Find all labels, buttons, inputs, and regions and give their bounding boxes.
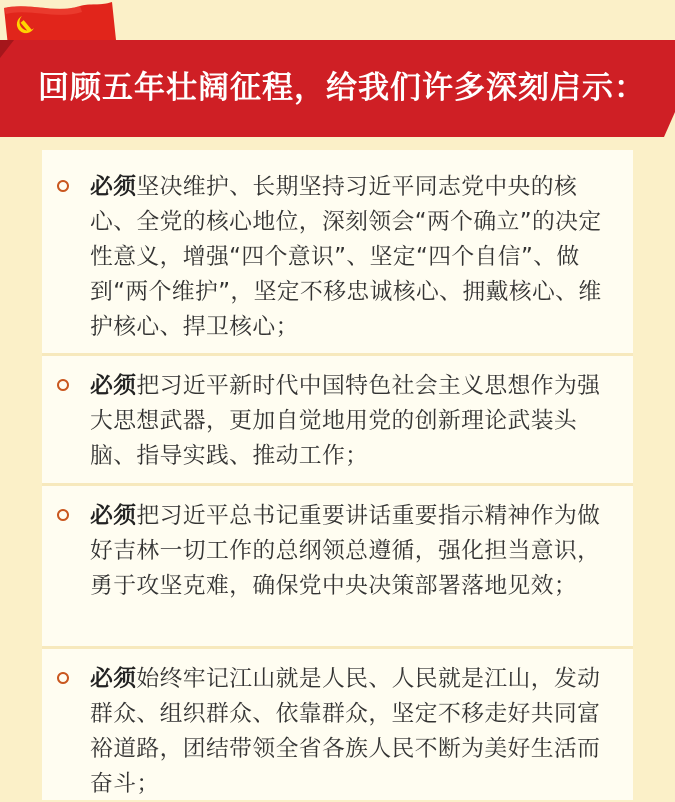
item-divider <box>42 353 633 356</box>
item-text: 把习近平总书记重要讲话重要指示精神作为做好吉林一切工作的总纲领总遵循，强化担当意识，勇于攻坚克难，确保党中央决策部署落地见效； <box>90 503 601 599</box>
banner-title: 回顾五年壮阔征程，给我们许多深刻启示： <box>38 70 646 106</box>
item-text: 把习近平新时代中国特色社会主义思想作为强大思想武器，更加自觉地用党的创新理论武装头脑、指导实践、推动工作； <box>90 373 601 469</box>
list-item <box>90 499 620 604</box>
list-item <box>90 369 620 474</box>
list-item <box>90 170 620 345</box>
item-divider <box>42 483 633 486</box>
bullet-circle-icon <box>57 509 69 521</box>
item-text: 坚决维护、长期坚持习近平同志党中央的核心、全党的核心地位，深刻领会“两个确立”的决定性意义，增强“四个意识”、坚定“四个自信”、做到“两个维护”，坚定不移忠诚核心、拥戴核心、维护核心、捍卫核心； <box>90 174 602 340</box>
item-lead: 必须 <box>90 666 137 692</box>
item-divider <box>42 646 633 649</box>
item-lead: 必须 <box>90 503 137 529</box>
item-text: 始终牢记江山就是人民、人民就是江山，发动群众、组织群众、依靠群众，坚定不移走好共同富裕道路，团结带领全省各族人民不断为美好生活而奋斗； <box>90 666 601 797</box>
item-lead: 必须 <box>90 174 137 200</box>
bullet-circle-icon <box>57 379 69 391</box>
item-lead: 必须 <box>90 373 137 399</box>
list-item <box>90 662 620 802</box>
bullet-circle-icon <box>57 672 69 684</box>
bullet-circle-icon <box>57 180 69 192</box>
